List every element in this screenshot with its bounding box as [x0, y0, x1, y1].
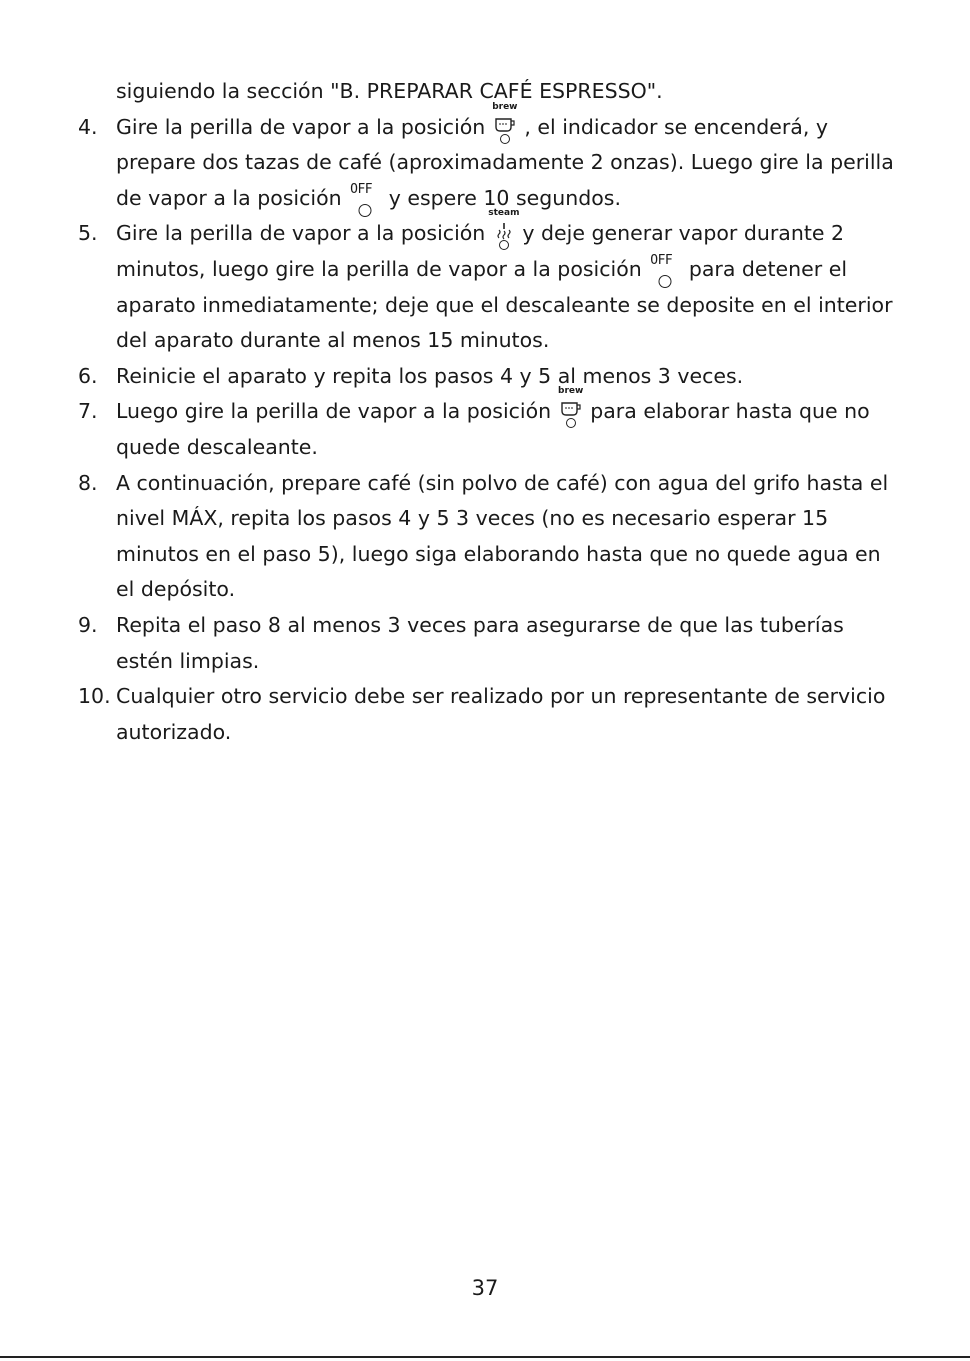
position-dot-icon: [659, 275, 672, 288]
list-item-continuation: [78, 74, 898, 110]
step-text: Repita el paso 8 al menos 3 veces para asegurarse de que las tuberías estén limpias.: [116, 612, 844, 673]
off-position-icon: [650, 252, 680, 276]
step-number: 5.: [78, 221, 98, 246]
step-text: Luego gire la perilla de vapor a la posición: [116, 399, 552, 424]
list-item-step-9: [78, 608, 898, 679]
position-dot-icon: [359, 204, 372, 217]
position-dot-icon: [566, 418, 576, 428]
step-number: 10.: [78, 684, 111, 709]
bottom-rule: [0, 1356, 970, 1358]
step-text: , el indicador se encenderá, y prepare dos tazas de café (aproximadamente 2 onzas). Luego gire la perilla de vapor a la posición: [116, 114, 894, 210]
step-text: y deje generar vapor durante 2 minutos, luego gire la perilla de vapor a la posición: [116, 221, 845, 281]
step-text: Gire la perilla de vapor a la posición: [116, 114, 486, 139]
list-item-step-4: [78, 101, 898, 217]
step-number: 9.: [78, 612, 98, 637]
step-text: Gire la perilla de vapor a la posición: [116, 221, 486, 246]
brew-position-icon: [492, 101, 518, 134]
list-item-step-8: [78, 466, 898, 608]
instruction-list: [78, 74, 898, 750]
page-number: 37: [471, 1276, 499, 1300]
off-label: OFF: [650, 252, 673, 268]
brew-label: brew: [558, 386, 584, 397]
list-item-step-5: [78, 208, 898, 358]
off-position-icon: [350, 181, 380, 205]
list-item-step-6: [78, 359, 898, 395]
brew-position-icon: [558, 386, 584, 418]
step-number: 8.: [78, 470, 98, 495]
list-item-step-10: [78, 679, 898, 750]
position-dot-icon: [499, 240, 509, 250]
step-number: 4.: [78, 114, 98, 139]
step-number: 7.: [78, 399, 98, 424]
step-text: A continuación, prepare café (sin polvo de café) con agua del grifo hasta el nivel MÁX, repita los pasos 4 y 5 3 veces (no es necesario esperar 15 minutos en el paso 5), luego siga elaborando hasta que no quede agua en el depósito.: [116, 470, 889, 602]
step-text: y espere 10 segundos.: [388, 185, 622, 210]
step-text: para detener el aparato inmediatamente; deje que el descaleante se deposite en el interior del aparato durante al menos 15 minutos.: [116, 256, 893, 353]
steam-label: steam: [488, 208, 520, 219]
step-text: para elaborar hasta que no quede descaleante.: [116, 399, 870, 459]
continuation-text: siguiendo la sección "B. PREPARAR CAFÉ ESPRESSO".: [116, 79, 663, 103]
step-text: Cualquier otro servicio debe ser realizado por un representante de servicio autorizado.: [116, 684, 886, 744]
step-number: 6.: [78, 363, 98, 388]
brew-label: brew: [492, 101, 518, 112]
off-label: OFF: [350, 181, 373, 197]
step-text: Reinicie el aparato y repita los pasos 4 y 5 al menos 3 veces.: [116, 363, 744, 388]
list-item-step-7: [78, 386, 898, 465]
steam-position-icon: [488, 208, 520, 240]
position-dot-icon: [500, 134, 510, 144]
